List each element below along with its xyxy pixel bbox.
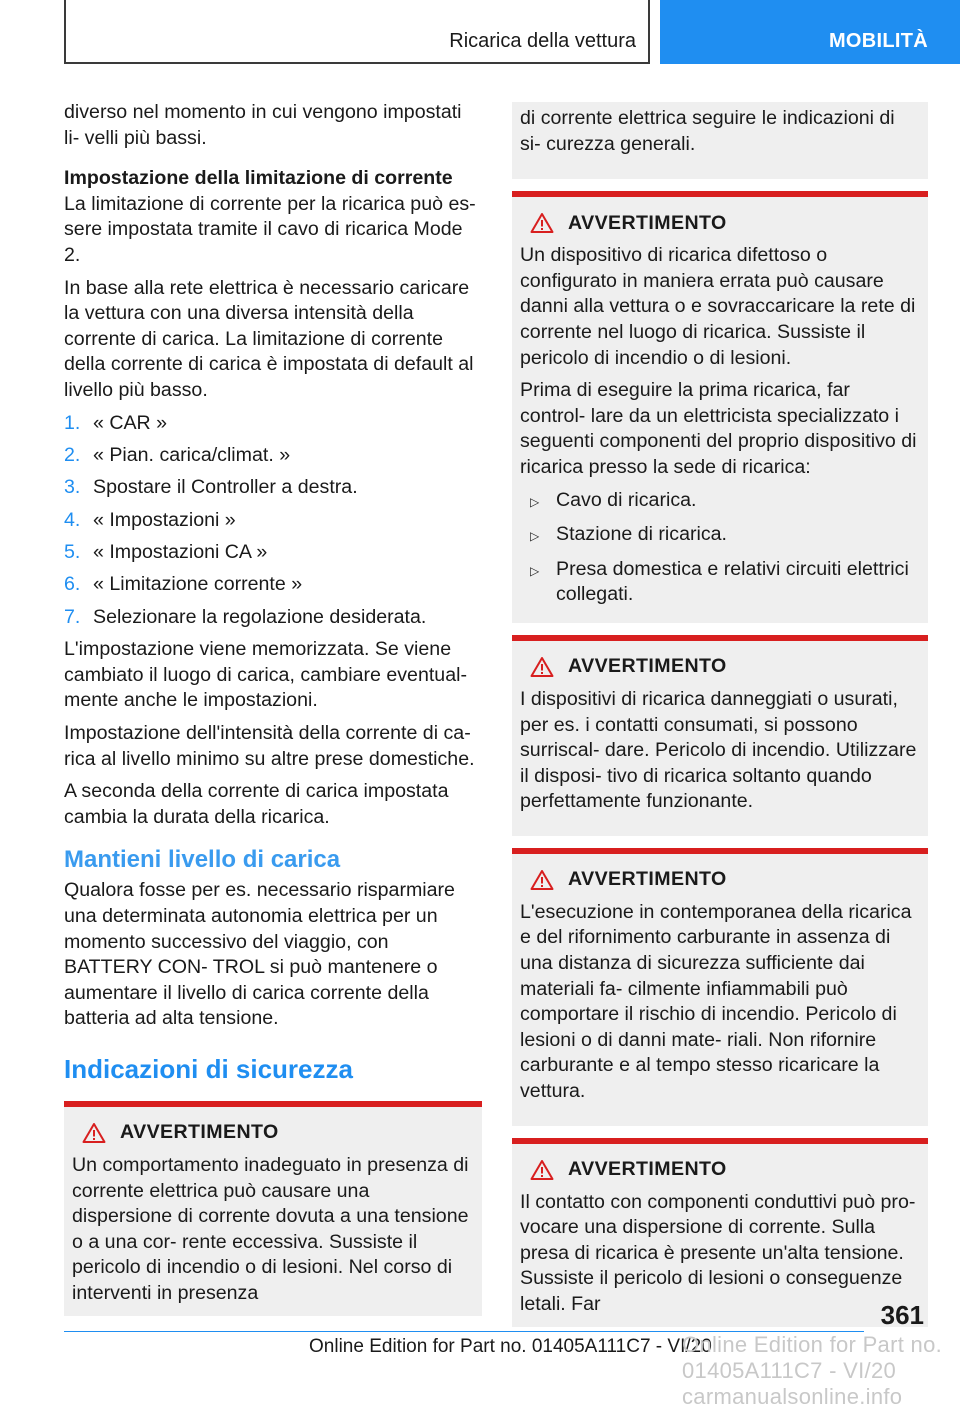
step-item bbox=[64, 572, 482, 598]
step-number: 1. bbox=[64, 411, 81, 434]
header-section-title: Ricarica della vettura bbox=[449, 30, 636, 52]
paragraph: diverso nel momento in cui vengono impostati li- velli più bassi. bbox=[64, 101, 462, 149]
warning-text: L'esecuzione in contemporanea della ricarica e del rifornimento carburante in assenza di una distanza di sicurezza sufficiente dai materiali fa- cilmente infiammabili può comportare il rischio di incendio. Pericolo di lesioni o di danni mate- riali. Non rifornire carburante e al tempo stesso ricaricare la vettura. bbox=[520, 900, 912, 1103]
warning-title: AVVERTIMENTO bbox=[568, 1158, 727, 1181]
warning-triangle-icon bbox=[522, 868, 562, 892]
warning-header bbox=[72, 1119, 474, 1147]
step-number: 2. bbox=[64, 443, 81, 466]
warning-title: AVVERTIMENTO bbox=[568, 655, 727, 678]
header-left-rule bbox=[64, 0, 66, 64]
step-number: 5. bbox=[64, 541, 81, 564]
warning-continuation-box bbox=[512, 102, 928, 179]
warning-header bbox=[520, 866, 920, 894]
step-item bbox=[64, 475, 482, 501]
warning-text: Prima di eseguire la prima ricarica, far control- lare da un elettricista specializzato i seguenti componenti del proprio dispositivo di ricarica presso la sede di ricarica: bbox=[520, 379, 917, 478]
step-text: « CAR » bbox=[93, 411, 168, 434]
step-number: 4. bbox=[64, 508, 81, 531]
component-list bbox=[520, 488, 920, 608]
step-item bbox=[64, 508, 482, 534]
section-heading-mantieni: Mantieni livello di carica bbox=[64, 846, 341, 874]
bullet-triangle-icon: ▷ bbox=[530, 529, 540, 544]
header-chapter-label: MOBILITÀ bbox=[828, 30, 928, 52]
step-number: 3. bbox=[64, 476, 81, 499]
warning-triangle-icon bbox=[522, 211, 562, 235]
warning-header bbox=[520, 653, 920, 681]
warning-triangle-icon bbox=[522, 655, 562, 679]
paragraph: L'impostazione viene memorizzata. Se viene cambiato il luogo di carica, cambiare eventual- mente anche le impostazioni. bbox=[64, 638, 467, 712]
warning-text: I dispositivi di ricarica danneggiati o usurati, per es. i contatti consumati, si possono surriscal- dare. Pericolo di incendio. Utilizzare il disposi- tivo di ricarica soltanto quando perfettamente funzionante. bbox=[520, 687, 917, 813]
step-text: « Limitazione corrente » bbox=[93, 573, 303, 596]
warning-title: AVVERTIMENTO bbox=[120, 1121, 279, 1144]
step-text: « Impostazioni CA » bbox=[93, 541, 268, 564]
footer-edition: Online Edition for Part no. 01405A111C7 - VI/20 bbox=[309, 1336, 712, 1357]
paragraph: In base alla rete elettrica è necessario caricare la vettura con una diversa intensità della corrente di carica. La limitazione di corrente della corrente di carica è impostata di default al livello più basso. bbox=[64, 276, 474, 401]
list-item-text: Presa domestica e relativi circuiti elettrici collegati. bbox=[556, 557, 909, 606]
step-item bbox=[64, 443, 482, 469]
subheading-current-limit: Impostazione della limitazione di corrente bbox=[64, 167, 453, 190]
header-bottom-rule bbox=[64, 62, 650, 64]
warning-title: AVVERTIMENTO bbox=[568, 211, 727, 234]
steps-list bbox=[64, 411, 482, 631]
warning-header bbox=[520, 209, 920, 237]
warning-text: Un comportamento inadeguato in presenza di corrente elettrica può causare una dispersione di corrente dovuta a una tensione o a una cor- rente eccessiva. Sussiste il pericolo di incendio o di lesioni. Nel corso di interventi in presenza bbox=[72, 1153, 469, 1304]
warning-text: di corrente elettrica seguire le indicazioni di si- curezza generali. bbox=[520, 107, 895, 155]
left-column bbox=[64, 100, 482, 1316]
paragraph: Qualora fosse per es. necessario risparmiare una determinata autonomia elettrica per un momento successivo del viaggio, con BATTERY CON- TROL si può mantenere o aumentare il livello di carica corrente della batteria ad alta tensione. bbox=[64, 879, 455, 1030]
step-item bbox=[64, 605, 482, 631]
list-item bbox=[520, 557, 920, 608]
step-text: Selezionare la regolazione desiderata. bbox=[93, 605, 427, 628]
section-heading-sicurezza: Indicazioni di sicurezza bbox=[64, 1053, 353, 1084]
list-item bbox=[520, 522, 920, 550]
warning-triangle-icon bbox=[74, 1121, 114, 1145]
step-text: « Impostazioni » bbox=[93, 508, 236, 531]
warning-text: Il contatto con componenti conduttivi può pro- vocare una dispersione di corrente. Sulla presa di ricarica è presente un'alta tensione. Sussiste il pericolo di lesioni o conseguenze letali. Far bbox=[520, 1190, 916, 1315]
step-item bbox=[64, 411, 482, 437]
list-item bbox=[520, 488, 920, 516]
warning-text: Un dispositivo di ricarica difettoso o configurato in maniera errata può causare danni alla vettura o e sovraccaricare la rete di corrente nel luogo di ricarica. Sussiste il pericolo di incendio o di lesioni. bbox=[520, 244, 916, 369]
warning-box bbox=[512, 854, 928, 1126]
paragraph: Impostazione dell'intensità della corrente di ca- rica al livello minimo su altre prese domestiche. bbox=[64, 722, 475, 770]
warning-triangle-icon bbox=[522, 1158, 562, 1182]
list-item-text: Cavo di ricarica. bbox=[556, 488, 697, 511]
header-right-rule bbox=[648, 0, 650, 64]
warning-box bbox=[512, 197, 928, 623]
header-chapter-tab[interactable] bbox=[660, 0, 960, 64]
step-text: « Pian. carica/climat. » bbox=[93, 443, 291, 466]
paragraph: La limitazione di corrente per la ricarica può es- sere impostata tramite il cavo di ricarica Mode 2. bbox=[64, 192, 476, 266]
step-item bbox=[64, 540, 482, 566]
bullet-triangle-icon: ▷ bbox=[530, 563, 540, 578]
page-number: 361 bbox=[880, 1300, 924, 1330]
step-number: 6. bbox=[64, 573, 81, 596]
warning-header bbox=[520, 1156, 920, 1184]
warning-title: AVVERTIMENTO bbox=[568, 868, 727, 891]
paragraph: A seconda della corrente di carica impostata cambia la durata della ricarica. bbox=[64, 780, 449, 828]
warning-box bbox=[512, 1144, 928, 1327]
right-column bbox=[512, 102, 928, 1327]
watermark: Online Edition for Part no. 01405A111C7 - VI/20 carmanualsonline.info bbox=[682, 1332, 943, 1409]
bullet-triangle-icon: ▷ bbox=[530, 494, 540, 509]
step-text: Spostare il Controller a destra. bbox=[93, 476, 358, 499]
warning-box bbox=[64, 1107, 482, 1316]
warning-box bbox=[512, 641, 928, 836]
step-number: 7. bbox=[64, 605, 81, 628]
list-item-text: Stazione di ricarica. bbox=[556, 523, 727, 546]
